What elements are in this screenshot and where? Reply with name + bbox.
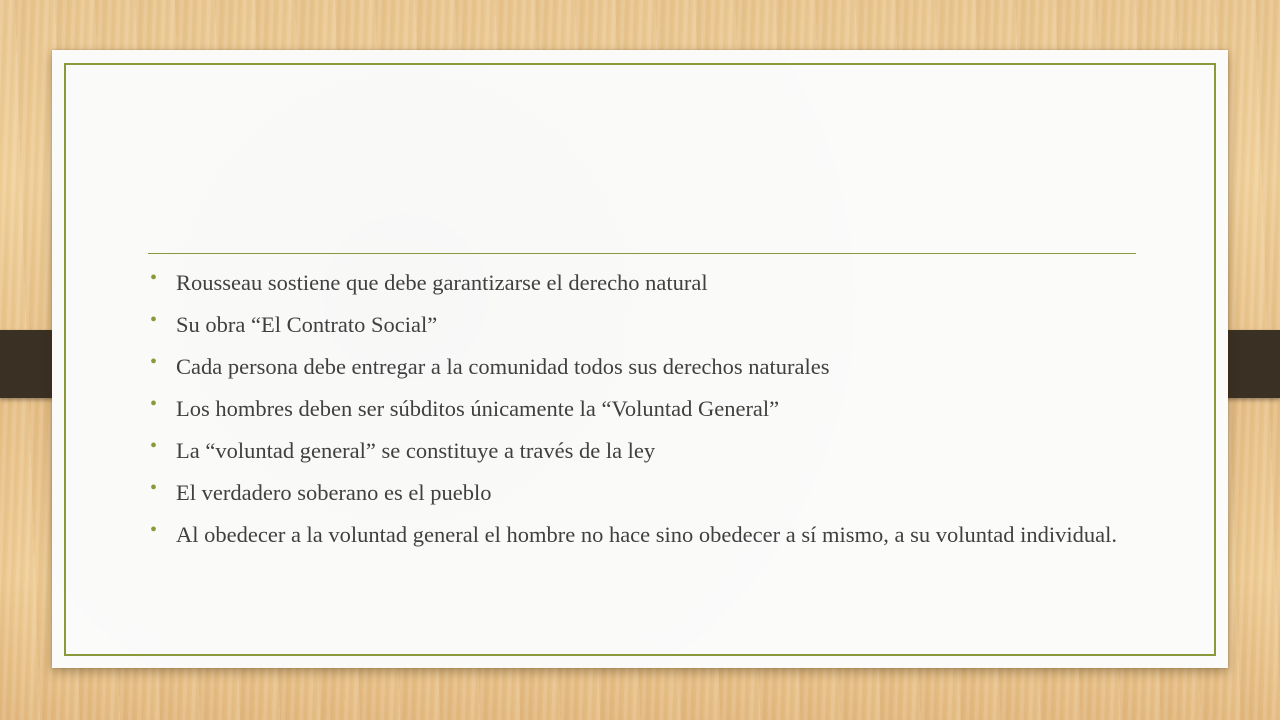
- bullet-dot-icon: •: [150, 351, 158, 373]
- bullet-item-5: [148, 435, 1148, 463]
- bullet-dot-icon: •: [150, 393, 158, 415]
- bullet-dot-icon: •: [150, 309, 158, 331]
- slide-paper: [52, 50, 1228, 668]
- bullet-dot-icon: •: [150, 519, 158, 541]
- bullet-text: Al obedecer a la voluntad general el hombre no hace sino obedecer a sí mismo, a su voluntad individual.: [176, 522, 1117, 547]
- bullet-item-1: [148, 267, 1148, 295]
- bullet-item-3: [148, 351, 1148, 379]
- bullet-text: Su obra “El Contrato Social”: [176, 312, 438, 337]
- bullet-text: El verdadero soberano es el pueblo: [176, 480, 492, 505]
- bullet-text: Los hombres deben ser súbditos únicamente la “Voluntad General”: [176, 396, 780, 421]
- bullet-item-4: [148, 393, 1148, 421]
- bullet-dot-icon: •: [150, 477, 158, 499]
- bullet-dot-icon: •: [150, 435, 158, 457]
- bullet-item-2: [148, 309, 1148, 337]
- bullet-dot-icon: •: [150, 267, 158, 289]
- bullet-text: Cada persona debe entregar a la comunidad todos sus derechos naturales: [176, 354, 830, 379]
- bullet-text: Rousseau sostiene que debe garantizarse el derecho natural: [176, 270, 708, 295]
- bullet-item-6: [148, 477, 1148, 505]
- bullet-text: La “voluntad general” se constituye a través de la ley: [176, 438, 656, 463]
- bullet-list: [148, 267, 1148, 566]
- title-divider: [148, 253, 1136, 254]
- bullet-item-7: [148, 519, 1148, 547]
